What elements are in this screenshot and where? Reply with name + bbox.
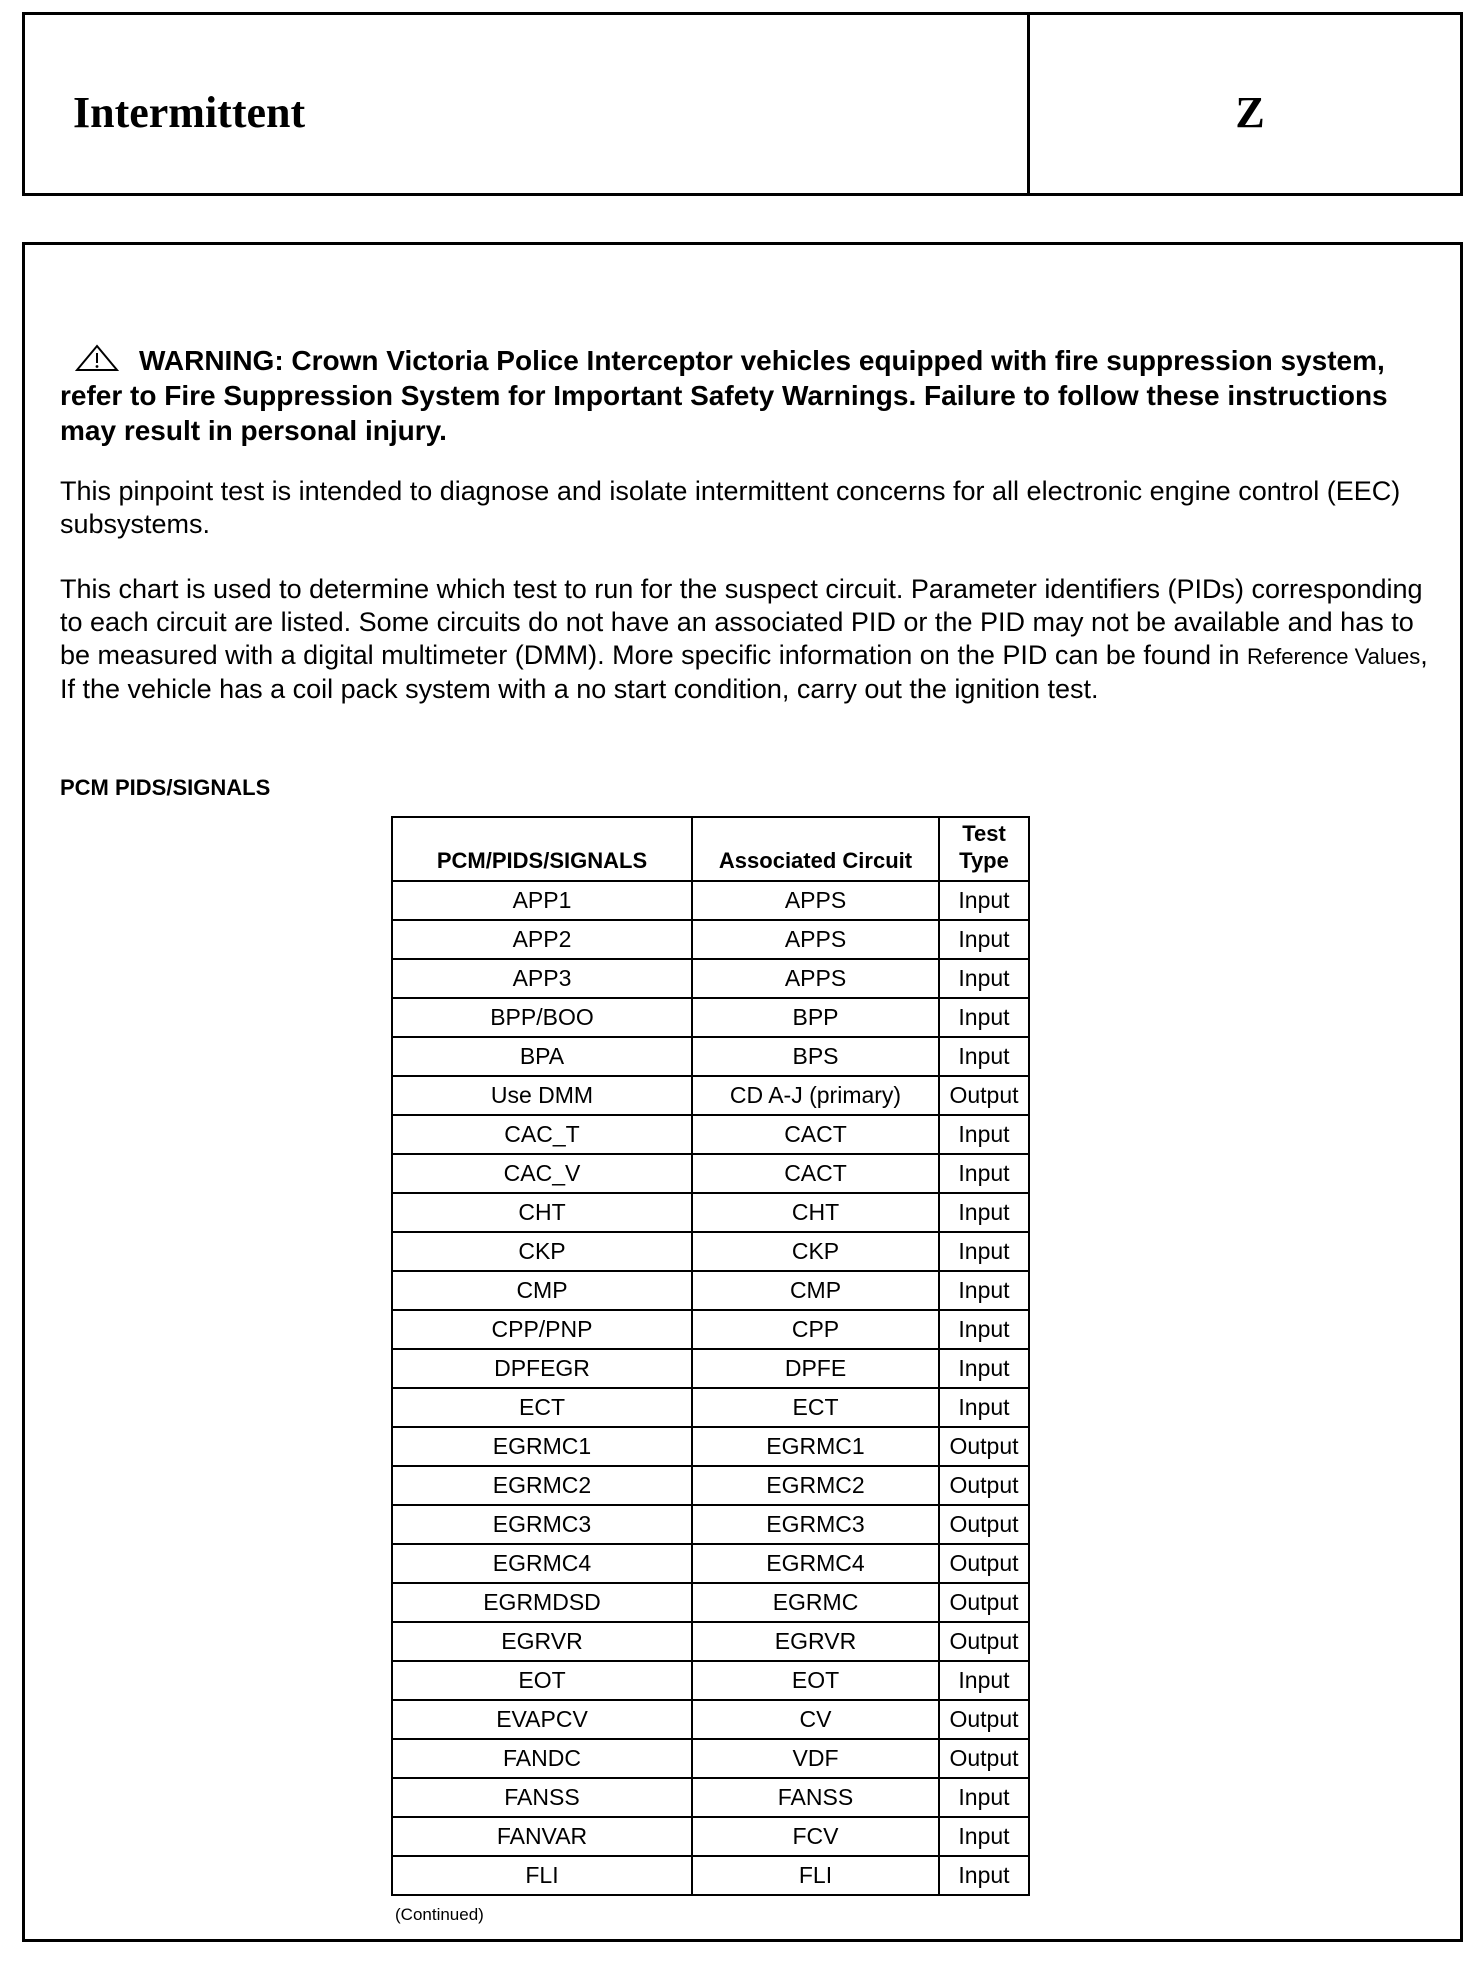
table-row (392, 1583, 1029, 1622)
cell-test-type: Input (939, 1271, 1029, 1310)
cell-pid-signal: BPP/BOO (392, 998, 692, 1037)
table-row (392, 1427, 1029, 1466)
cell-associated-circuit: CMP (692, 1271, 939, 1310)
cell-pid-signal: FANDC (392, 1739, 692, 1778)
table-row (392, 959, 1029, 998)
cell-pid-signal: APP1 (392, 881, 692, 920)
table-body (392, 881, 1029, 1895)
cell-test-type: Output (939, 1622, 1029, 1661)
cell-associated-circuit: VDF (692, 1739, 939, 1778)
cell-pid-signal: EGRMC1 (392, 1427, 692, 1466)
table-header-row (392, 817, 1029, 881)
cell-associated-circuit: BPS (692, 1037, 939, 1076)
cell-associated-circuit: DPFE (692, 1349, 939, 1388)
cell-test-type: Input (939, 1856, 1029, 1895)
table-row (392, 1154, 1029, 1193)
chart-usage-text-2: , If the vehicle has a coil pack system with a no start condition, carry out the ignition test. (60, 640, 1428, 704)
cell-test-type: Input (939, 1310, 1029, 1349)
table-row (392, 920, 1029, 959)
cell-pid-signal: EGRMDSD (392, 1583, 692, 1622)
reference-values-link[interactable]: Reference Values (1247, 644, 1421, 669)
cell-test-type: Input (939, 1388, 1029, 1427)
cell-associated-circuit: CKP (692, 1232, 939, 1271)
column-header-test-type: Test Type (939, 817, 1029, 881)
content-box (22, 242, 1463, 1942)
cell-associated-circuit: APPS (692, 920, 939, 959)
table-row (392, 1193, 1029, 1232)
table-row (392, 1076, 1029, 1115)
cell-pid-signal: EGRMC2 (392, 1466, 692, 1505)
cell-associated-circuit: CV (692, 1700, 939, 1739)
cell-associated-circuit: EGRMC2 (692, 1466, 939, 1505)
cell-associated-circuit: EGRVR (692, 1622, 939, 1661)
cell-pid-signal: EGRMC4 (392, 1544, 692, 1583)
cell-associated-circuit: APPS (692, 959, 939, 998)
cell-pid-signal: APP3 (392, 959, 692, 998)
cell-associated-circuit: EGRMC1 (692, 1427, 939, 1466)
cell-associated-circuit: FLI (692, 1856, 939, 1895)
cell-test-type: Input (939, 1349, 1029, 1388)
table-row (392, 1115, 1029, 1154)
cell-associated-circuit: APPS (692, 881, 939, 920)
cell-pid-signal: EOT (392, 1661, 692, 1700)
chart-usage-paragraph (60, 573, 1450, 706)
warning-block (60, 343, 1420, 448)
cell-pid-signal: FLI (392, 1856, 692, 1895)
cell-associated-circuit: EGRMC (692, 1583, 939, 1622)
cell-pid-signal: CAC_T (392, 1115, 692, 1154)
table-row (392, 1661, 1029, 1700)
warning-triangle-icon (75, 344, 119, 372)
header-code-cell (1030, 15, 1460, 193)
cell-test-type: Input (939, 920, 1029, 959)
warning-text: WARNING: Crown Victoria Police Interceptor vehicles equipped with fire suppression system, refer to Fire Suppression System for Important Safety Warnings. Failure to follow these instructions may result in personal injury. (60, 345, 1388, 446)
table-row (392, 1739, 1029, 1778)
cell-associated-circuit: CACT (692, 1154, 939, 1193)
cell-pid-signal: CMP (392, 1271, 692, 1310)
cell-test-type: Output (939, 1466, 1029, 1505)
header-title-cell (25, 15, 1030, 193)
cell-associated-circuit: ECT (692, 1388, 939, 1427)
cell-pid-signal: ECT (392, 1388, 692, 1427)
cell-test-type: Input (939, 1232, 1029, 1271)
cell-pid-signal: EVAPCV (392, 1700, 692, 1739)
table-row (392, 1232, 1029, 1271)
header-box (22, 12, 1463, 196)
cell-test-type: Output (939, 1583, 1029, 1622)
cell-test-type: Input (939, 881, 1029, 920)
cell-associated-circuit: FANSS (692, 1778, 939, 1817)
cell-associated-circuit: EGRMC4 (692, 1544, 939, 1583)
table-row (392, 1037, 1029, 1076)
cell-pid-signal: EGRMC3 (392, 1505, 692, 1544)
page-title: Intermittent (73, 87, 306, 137)
section-heading: PCM PIDS/SIGNALS (60, 775, 271, 800)
cell-pid-signal: FANVAR (392, 1817, 692, 1856)
cell-pid-signal: Use DMM (392, 1076, 692, 1115)
cell-test-type: Input (939, 1115, 1029, 1154)
cell-associated-circuit: EGRMC3 (692, 1505, 939, 1544)
cell-pid-signal: CPP/PNP (392, 1310, 692, 1349)
cell-test-type: Output (939, 1739, 1029, 1778)
table-row (392, 881, 1029, 920)
cell-pid-signal: APP2 (392, 920, 692, 959)
column-header-circuit: Associated Circuit (692, 817, 939, 881)
table-row (392, 1388, 1029, 1427)
cell-test-type: Input (939, 1817, 1029, 1856)
cell-pid-signal: CAC_V (392, 1154, 692, 1193)
cell-pid-signal: CKP (392, 1232, 692, 1271)
cell-test-type: Input (939, 998, 1029, 1037)
cell-pid-signal: BPA (392, 1037, 692, 1076)
cell-test-type: Input (939, 1661, 1029, 1700)
cell-pid-signal: CHT (392, 1193, 692, 1232)
cell-pid-signal: FANSS (392, 1778, 692, 1817)
cell-test-type: Input (939, 1193, 1029, 1232)
cell-pid-signal: DPFEGR (392, 1349, 692, 1388)
table-row (392, 1700, 1029, 1739)
table-row (392, 998, 1029, 1037)
intro-paragraph: This pinpoint test is intended to diagnose and isolate intermittent concerns for all electronic engine control (EEC) subsystems. (60, 476, 1401, 539)
column-header-pids: PCM/PIDS/SIGNALS (392, 817, 692, 881)
cell-test-type: Output (939, 1544, 1029, 1583)
table-row (392, 1349, 1029, 1388)
cell-test-type: Output (939, 1076, 1029, 1115)
table-row (392, 1817, 1029, 1856)
table-row (392, 1505, 1029, 1544)
table-row (392, 1310, 1029, 1349)
table-row (392, 1544, 1029, 1583)
continued-note: (Continued) (395, 1905, 484, 1924)
cell-associated-circuit: CD A-J (primary) (692, 1076, 939, 1115)
cell-associated-circuit: CHT (692, 1193, 939, 1232)
pcm-pids-table (391, 816, 1030, 1896)
table-row (392, 1622, 1029, 1661)
cell-test-type: Input (939, 1154, 1029, 1193)
table-row (392, 1466, 1029, 1505)
cell-test-type: Output (939, 1427, 1029, 1466)
cell-pid-signal: EGRVR (392, 1622, 692, 1661)
cell-test-type: Input (939, 1037, 1029, 1076)
table-row (392, 1778, 1029, 1817)
cell-test-type: Input (939, 959, 1029, 998)
cell-associated-circuit: CACT (692, 1115, 939, 1154)
cell-associated-circuit: EOT (692, 1661, 939, 1700)
cell-test-type: Output (939, 1700, 1029, 1739)
cell-test-type: Output (939, 1505, 1029, 1544)
cell-associated-circuit: CPP (692, 1310, 939, 1349)
table-row (392, 1856, 1029, 1895)
chart-usage-text-1: This chart is used to determine which test to run for the suspect circuit. Parameter identifiers (PIDs) corresponding to each circuit are listed. Some circuits do not have an associated PID or the PID may not be available and has to be measured with a digital multimeter (DMM). More specific information on the PID can be found in (60, 574, 1423, 670)
cell-associated-circuit: FCV (692, 1817, 939, 1856)
cell-associated-circuit: BPP (692, 998, 939, 1037)
table-row (392, 1271, 1029, 1310)
cell-test-type: Input (939, 1778, 1029, 1817)
section-code: Z (1235, 87, 1265, 137)
